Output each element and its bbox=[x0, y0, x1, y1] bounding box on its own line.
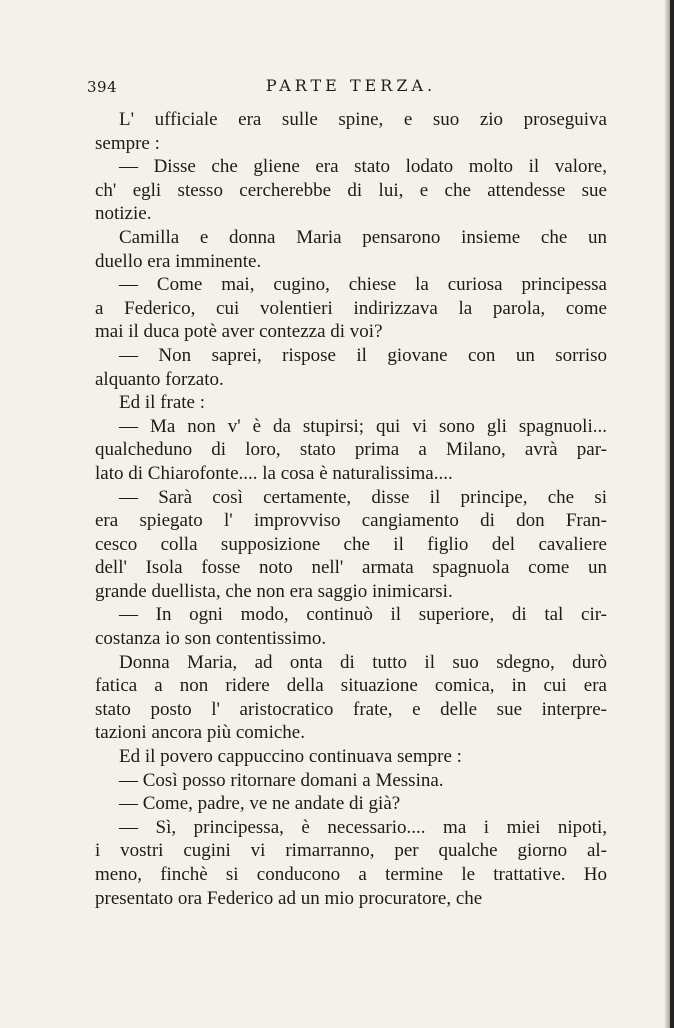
text-line: alquanto forzato. bbox=[95, 368, 224, 390]
text-line: dell' Isola fosse noto nell' armata spagnuola come un bbox=[95, 557, 607, 579]
text-line: grande duellista, che non era saggio inimicarsi. bbox=[95, 580, 453, 602]
paragraph bbox=[95, 273, 607, 344]
text-line: — Disse che gliene era stato lodato molto il valore, bbox=[119, 156, 607, 178]
text-line: duello era imminente. bbox=[95, 250, 262, 272]
page-number: 394 bbox=[87, 78, 118, 96]
text-line: — Sarà così certamente, disse il principe, che si bbox=[119, 486, 607, 508]
running-head bbox=[87, 72, 607, 108]
text-line: tazioni ancora più comiche. bbox=[95, 722, 305, 744]
text-line: qualcheduno di loro, stato prima a Milano, avrà par- bbox=[95, 439, 607, 461]
text-line: — Così posso ritornare domani a Messina. bbox=[119, 769, 444, 791]
paragraph bbox=[95, 391, 607, 415]
text-line: — Come mai, cugino, chiese la curiosa principessa bbox=[119, 274, 607, 296]
paragraph bbox=[95, 226, 607, 273]
text-line: — Ma non v' è da stupirsi; qui vi sono gli spagnuoli... bbox=[119, 415, 607, 437]
text-line: — Sì, principessa, è necessario.... ma i miei nipoti, bbox=[119, 816, 607, 838]
text-line: L' ufficiale era sulle spine, e suo zio proseguiva bbox=[119, 109, 607, 130]
text-line: lato di Chiarofonte.... la cosa è naturalissima.... bbox=[95, 462, 453, 484]
paragraph bbox=[95, 486, 607, 604]
text-line: era spiegato l' improvviso cangiamento di don Fran- bbox=[95, 510, 607, 532]
text-line: — In ogni modo, continuò il superiore, di tal cir- bbox=[119, 604, 607, 626]
body-text bbox=[95, 108, 607, 910]
text-line: costanza io son contentissimo. bbox=[95, 628, 327, 650]
text-line: Ed il povero cappuccino continuava sempre : bbox=[119, 746, 462, 768]
paragraph bbox=[95, 603, 607, 650]
paragraph bbox=[95, 769, 607, 793]
paragraph bbox=[95, 108, 607, 155]
text-line: stato posto l' aristocratico frate, e delle sue interpre- bbox=[95, 698, 607, 720]
page-gutter-edge bbox=[670, 0, 674, 1028]
text-line: presentato ora Federico ad un mio procuratore, che bbox=[95, 887, 483, 909]
paragraph bbox=[95, 792, 607, 816]
paragraph bbox=[95, 344, 607, 391]
book-page bbox=[87, 72, 607, 910]
paragraph bbox=[95, 816, 607, 910]
text-line: Ed il frate : bbox=[119, 392, 205, 414]
text-line: — Non saprei, rispose il giovane con un sorriso bbox=[119, 344, 607, 366]
paragraph bbox=[95, 745, 607, 769]
text-line: a Federico, cui volentieri indirizzava la parola, come bbox=[95, 297, 607, 319]
text-line: i vostri cugini vi rimarranno, per qualche giorno al- bbox=[95, 840, 607, 862]
text-line: mai il duca potè aver contezza di voi? bbox=[95, 321, 383, 343]
section-title: PARTE TERZA. bbox=[265, 76, 437, 95]
text-line: notizie. bbox=[95, 203, 152, 225]
text-line: fatica a non ridere della situazione comica, in cui era bbox=[95, 675, 607, 697]
text-line: cesco colla supposizione che il figlio del cavaliere bbox=[95, 533, 607, 555]
text-line: — Come, padre, ve ne andate di già? bbox=[119, 793, 401, 815]
text-line: Camilla e donna Maria pensarono insieme che un bbox=[119, 226, 607, 248]
paragraph bbox=[95, 155, 607, 226]
text-line: meno, finchè si conducono a termine le trattative. Ho bbox=[95, 864, 607, 885]
text-line: sempre : bbox=[95, 132, 160, 154]
paragraph bbox=[95, 651, 607, 745]
text-line: ch' egli stesso cercherebbe di lui, e che attendesse sue bbox=[95, 179, 607, 201]
paragraph bbox=[95, 415, 607, 486]
text-line: Donna Maria, ad onta di tutto il suo sdegno, durò bbox=[119, 651, 607, 673]
